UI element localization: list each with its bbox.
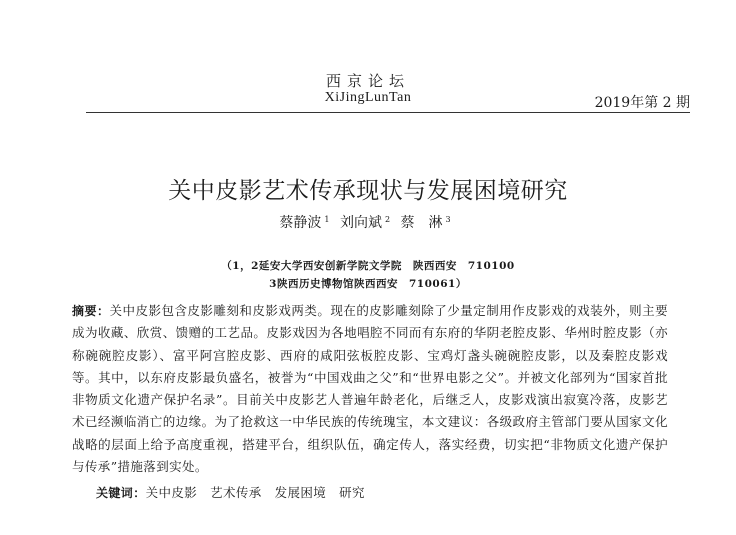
affiliation-line: 3陕西历史博物馆陕西西安 710061） bbox=[269, 278, 467, 290]
author-superscript: 3 bbox=[445, 215, 451, 224]
header-rule bbox=[86, 112, 690, 113]
keywords bbox=[96, 483, 365, 501]
keywords-label: 关键词： bbox=[96, 486, 146, 500]
author-name: 蔡 淋 bbox=[400, 215, 443, 231]
author-list bbox=[0, 212, 736, 232]
keywords-text: 关中皮影 艺术传承 发展困境 研究 bbox=[145, 485, 365, 500]
author-superscript: 2 bbox=[384, 215, 391, 224]
author-superscript: 1 bbox=[324, 215, 330, 224]
abstract-text: 关中皮影包含皮影雕刻和皮影戏两类。现在的皮影雕刻除了少量定制用作皮影戏的戏装外，则主要成为收藏、欣赏、馈赠的工艺品。皮影戏因为各地唱腔不同而有东府的华阴老腔皮影、华州时腔皮影（亦称碗碗腔皮影）、富平阿宫腔皮影、西府的咸阳弦板腔皮影、宝鸡灯盏头碗碗腔皮影，以及秦腔皮影戏等。其中，以东府皮影最负盛名，被誉为“中国戏曲之父”和“世界电影之父”。并被文化部列为“国家首批非物质文化遗产保护名录”。目前关中皮影艺人普遍年龄老化，后继乏人，皮影戏演出寂寞冷落，皮影艺术已经濒临消亡的边缘。为了抢救这一中华民族的传统瑰宝，本文建议：各级政府主管部门要从国家文化战略的层面上给予高度重视，搭建平台，组织队伍，确定传人，落实经费，切实把“非物质文化遗产保护与传承”措施落到实处。 bbox=[72, 303, 669, 475]
author-name: 刘向斌 bbox=[339, 215, 382, 231]
journal-name-english: XiJingLunTan bbox=[324, 90, 412, 105]
affiliation-line: （1，2延安大学西安创新学院文学院 陕西西安 710100 bbox=[221, 260, 515, 272]
journal-name-chinese: 西京论坛 bbox=[325, 72, 410, 90]
abstract bbox=[72, 300, 668, 478]
author-name: 蔡静波 bbox=[279, 215, 322, 231]
issue-number: 2019年第 2 期 bbox=[594, 95, 690, 111]
article-title: 关中皮影艺术传承现状与发展困境研究 bbox=[168, 178, 568, 204]
abstract-label: 摘要： bbox=[72, 304, 110, 318]
